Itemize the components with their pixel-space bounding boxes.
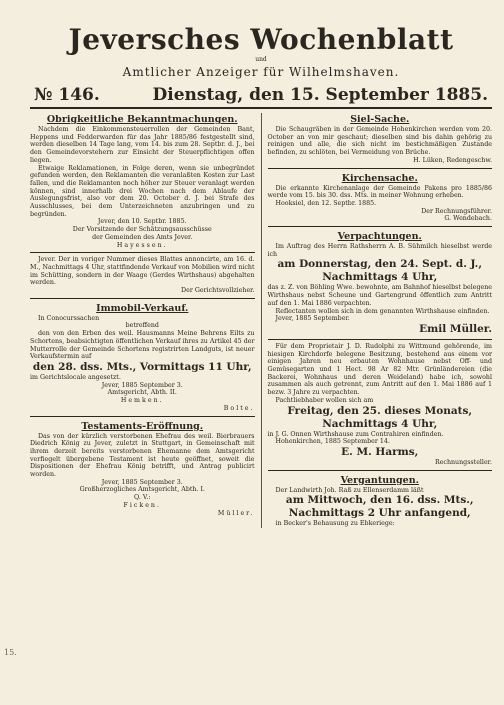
- right-paragraph: das z. Z. von Böhling Wwe. bewohnte, am Bahnhof hieselbst belegene Wirthshaus nebst Scheune und Gartengrund öffentlich zum Antritt auf den 1. Mai 1886 verpachten.: [267, 284, 492, 307]
- left-heading-1: Obrigkeitliche Bekanntmachungen.: [46, 114, 238, 125]
- left-date: Jever, 1885 September 3.: [101, 381, 183, 389]
- left-signature: Amtsgericht, Abth. II.: [107, 389, 177, 397]
- right-signature: H. Lüken, Redengeschw.: [413, 156, 492, 164]
- masthead-subtitle: Amtlicher Anzeiger für Wilhelmshaven.: [122, 65, 400, 79]
- left-heading-3: Testaments-Eröffnung.: [81, 420, 204, 432]
- divider: [268, 168, 493, 169]
- left-signature: Großherzogliches Amtsgericht, Abth. I.: [79, 486, 205, 494]
- left-signature: Ficken.: [123, 501, 161, 509]
- margin-number: 15.: [4, 648, 17, 657]
- left-paragraph: Das von der kürzlich verstorbenen Ehefrau des weil. Bierbrauers Diedrich König zu Jever, zuletzt in Stuttgart, in Gemeinschaft mit ihrem derzeit bereits verstorbenen Ehemanne dem Amtsgericht verfiegelt übergebene Testament ist heute geöffnet, soweit die Dispositionen der Ehefrau König betrifft, und Antrag publicirt worden.: [30, 432, 255, 479]
- left-paragraph: In Conocurssachen: [38, 314, 100, 322]
- right-heading-1: Siel-Sache.: [350, 114, 410, 125]
- left-date: Jever, den 10. Septbr. 1885.: [97, 218, 187, 226]
- left-date: Jever, 1885 September 3.: [101, 478, 183, 486]
- divider: [268, 226, 493, 227]
- right-highlight: Freitag, den 25. dieses Monats,: [287, 404, 473, 417]
- right-paragraph: Die Schaugräben in der Gemeinde Hohenkirchen werden vom 20. October an von mir geschaut; dieselben sind bis dahin gehörig zu reinigen und alle, die sich nicht im bestichmäßigen Zustande befinden, zu schlöten, bei Vermeidung von Brüche.: [267, 126, 492, 157]
- issue-line: [30, 83, 492, 109]
- left-paragraph: im Gerichtslocale angesetzt.: [30, 373, 121, 381]
- left-column: [30, 113, 255, 528]
- right-paragraph: Die erkannte Kirchenanlage der Gemeinde Pakens pro 1885/86 werde vom 15. bis 30. dss. Mts. in meiner Wohnung erheben.: [267, 184, 492, 200]
- right-paragraph: Im Auftrag des Herrn Rathsherrn A. B. Sühmilch hieselbst werde ich: [267, 243, 492, 258]
- divider: [30, 416, 255, 417]
- left-paragraph: betreffend: [125, 322, 159, 330]
- right-heading-2: Kirchensache.: [341, 172, 418, 184]
- left-paragraph: den von den Erben des weil. Hausmanns Meine Behrens Eilts zu Schortens, beabsichtigten öffentlichen Verkauf ihres zu Artikel 45 der Mutterrolle der Gemeinde Schortens registrirten Landguts, ist neuer Verkaufstermin auf: [30, 330, 255, 361]
- divider: [30, 252, 255, 253]
- right-paragraph: in J. G. Onnen Wirthshause zum Contrahiren einfinden.: [267, 430, 444, 438]
- right-date: Hooksiel, den 12. Septbr. 1885.: [275, 199, 377, 207]
- right-date: Jever, 1885 September.: [275, 315, 350, 323]
- left-signature: Hemken.: [120, 397, 164, 405]
- issue-date: Dienstag, den 15. September 1885.: [152, 85, 488, 105]
- right-highlight: Nachmittags 2 Uhr anfangend,: [288, 507, 471, 520]
- left-highlight: den 28. dss. Mts., Vormittags 11 Uhr,: [32, 360, 252, 373]
- left-signature: Hayessen.: [116, 241, 168, 249]
- right-signature: Der Rechnungsführer.: [421, 207, 492, 215]
- right-highlight: am Donnerstag, den 24. Sept. d. J.,: [277, 258, 482, 271]
- right-heading-4: Vergantungen.: [340, 474, 419, 486]
- right-signature: G. Wendebach.: [444, 215, 492, 223]
- right-paragraph: Reflectanten wollen sich in dem genannten Wirthshause einfinden.: [275, 307, 490, 315]
- left-paragraph: Etwaige Reklamationen, in Folge deren, wenn sie unbegründet gefunden werden, den Reklamanten die veranlaßten Kosten zur Last fallen, und die Reklamanten noch höher zur Steuer veranlagt werden können, sind innerhalb drei Wochen nach dem Ablaufe der Auslegungsfrist, also vor dem 20. October d. J. bei Strafe des Ausschlusses, bei dem Unterzeichneten anzubringen und zu begründen.: [30, 164, 255, 218]
- left-signature: Der Gerichtsvollzieher.: [181, 287, 255, 295]
- left-signature: der Gemeinden des Amts Jever.: [92, 233, 193, 241]
- columns: [30, 113, 492, 528]
- right-signature: E. M. Harms,: [341, 445, 419, 458]
- right-paragraph: Pachtliebhaber wollen sich am: [275, 396, 374, 404]
- left-paragraph: Jever. Der in voriger Nummer dieses Blattes annoncirte, am 16. d. M., Nachmittags 4 Uhr, stattfindende Verkauf von Mobilien wird nicht im Schütting, sondern in der Waage (Gerdes Wirthshaus) abgehalten werden.: [30, 256, 255, 287]
- right-date: Hohenkirchen, 1885 September 14.: [275, 438, 390, 446]
- left-signature: Bolte.: [223, 404, 255, 412]
- divider: [268, 339, 493, 340]
- left-signature: Müller.: [217, 509, 255, 517]
- left-signature: Der Vorsitzende der Schätzungsausschüsse: [72, 226, 212, 234]
- right-column: [268, 113, 493, 528]
- masthead-und: und: [255, 56, 267, 63]
- right-paragraph: in Becker's Behausung zu Ebkeriege:: [275, 520, 395, 528]
- right-signature: Rechnungssteller.: [434, 458, 492, 466]
- divider: [268, 470, 493, 471]
- left-heading-2: Immobil-Verkauf.: [96, 302, 189, 314]
- left-signature: Q. V.:: [134, 494, 151, 502]
- issue-number: № 146.: [34, 85, 100, 105]
- right-highlight: am Mittwoch, den 16. dss. Mts.,: [285, 494, 474, 507]
- right-highlight: Nachmittags 4 Uhr,: [322, 271, 438, 284]
- left-paragraph: Nachdem die Einkommensteuerrollen der Gemeinden Bant, Heppens und Fedderwarden für das Jahr 1885/86 festgestellt sind, werden dieselben 14 Tage lang, vom 14. bis zum 28. Septbr. d. J., bei den Gemeindevorstehern zur Einsicht der Steuerpflichtigen offen liegen.: [30, 126, 255, 164]
- right-heading-3: Verpachtungen.: [337, 231, 422, 243]
- right-paragraph: Der Landwirth Joh. Raß zu Ellenserdamm läßt: [275, 486, 424, 494]
- right-signature: Emil Müller.: [419, 322, 492, 335]
- right-paragraph: Für dem Proprietair J. D. Rudolphi zu Wittmund gehörende, im hiesigen Kirchdorfe belegene Besitzung, bestehend aus einem vor einigen Jahren neu erbauten Wohnhause nebst Off- und Gemüsegarten und 1 Hect. 98 Ar 82 Mtr. Grünländereien (die Backerei, Wohnhaus und deren Weideland) habe ich, sowohl zusammen als auch getrennt, zum Antritt auf den 1. Mai 1886 auf 1 bezw. 3 Jahre zu verpachten.: [267, 342, 492, 397]
- column-divider: [261, 113, 262, 528]
- divider: [30, 298, 255, 299]
- right-highlight: Nachmittags 4 Uhr,: [322, 417, 438, 430]
- masthead-title: Jeversches Wochenblatt: [68, 23, 454, 56]
